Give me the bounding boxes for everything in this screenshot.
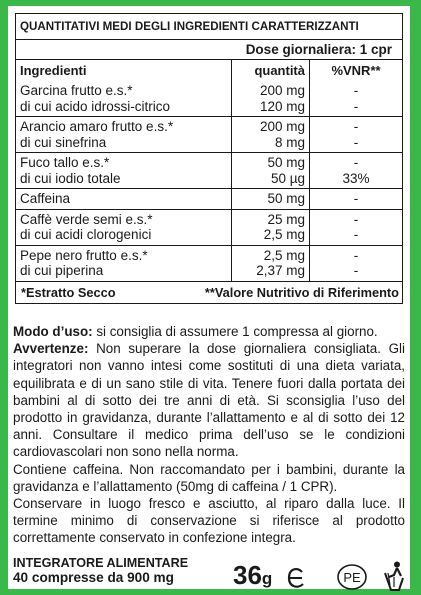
label-text: [13, 323, 405, 547]
ingredient-name: Fuco tallo e.s.*: [20, 155, 110, 170]
vnr-subvalue: -: [353, 227, 359, 242]
vnr-value: -: [353, 191, 359, 206]
ingredient-name: Garcina frutto e.s.*: [20, 83, 133, 98]
storage-paragraph: Conservare in luogo fresco e asciutto, al riparo dalla luce. Il termine minimo di conservazione si riferisce al prodotto correttamente conservato in confezione integra.: [13, 496, 405, 546]
ingredient-row: [16, 245, 402, 281]
warnings-text: Non superare la dose giornaliera consigliata. Gli integratori non vanno intesi come sostituti di una dieta variata, equilibrata e di un sano stile di vita. Tenere fuori dalla portata dei bambini al di sotto dei tre anni di età. Si sconsiglia l’uso del prodotto in gravidanza, durante l’allattamento e al di sotto dei 12 anni. Consultare il medico prima dell’uso se le condizioni cardiovascolari non sono nella norma.: [13, 341, 405, 460]
supplement-label: [8, 6, 410, 589]
daily-dose: Dose giornaliera: 1 cpr: [16, 39, 402, 59]
ingredient-subname: di cui iodio totale: [20, 170, 121, 186]
table-footnotes: [16, 281, 402, 303]
table-title: QUANTITATIVI MEDI DEGLI INGREDIENTI CARATTERIZZANTI: [20, 20, 359, 33]
pe-mark: PE: [343, 570, 361, 585]
ingredient-name-cell: [16, 81, 232, 116]
header-vnr: %VNR**: [331, 63, 381, 78]
ingredients-table: [15, 13, 403, 304]
recycle-bin-icon: [382, 561, 406, 591]
ingredient-row: [16, 209, 402, 245]
ingredient-row: [16, 152, 402, 188]
ingredient-row: [16, 81, 402, 116]
quantity-value: 50 mg: [267, 191, 305, 206]
ingredient-name-cell: [16, 210, 232, 245]
vnr-cell: [310, 153, 402, 188]
usage-text: si consiglia di assumere 1 compressa al giorno.: [92, 324, 378, 339]
net-weight: [233, 561, 272, 593]
ingredient-row: [16, 116, 402, 152]
ingredient-name-cell: [16, 117, 232, 152]
tablet-count: 40 compresse da 900 mg: [13, 569, 174, 585]
ingredient-name: Pepe nero frutto e.s.*: [20, 247, 148, 263]
estimated-sign-icon: [286, 566, 306, 590]
ingredient-name-cell: [16, 153, 232, 188]
ingredient-name: Arancio amaro frutto e.s.*: [20, 119, 174, 134]
table-header-row: [16, 59, 402, 81]
ingredient-subname: di cui acido idrossi-citrico: [20, 98, 171, 114]
vnr-value: -: [353, 211, 359, 227]
quantity-value: 25 mg: [267, 211, 305, 227]
ingredient-subname: di cui sinefrina: [20, 134, 107, 150]
vnr-cell: [310, 81, 402, 116]
quantity-cell: [232, 153, 310, 188]
ingredient-row: [16, 188, 402, 209]
vnr-cell: [310, 246, 402, 281]
quantity-cell: [232, 210, 310, 245]
product-info: [13, 556, 188, 585]
quantity-subvalue: 2,5 mg: [263, 227, 305, 242]
vnr-value: -: [353, 83, 359, 98]
quantity-subvalue: 2,37 mg: [256, 263, 305, 278]
quantity-value: 2,5 mg: [263, 247, 305, 263]
quantity-value: 200 mg: [259, 83, 305, 98]
header-ingredient: Ingredienti: [16, 60, 232, 81]
ingredient-name-cell: [16, 246, 232, 281]
quantity-value: 200 mg: [259, 119, 305, 134]
usage-paragraph: [13, 323, 405, 340]
vnr-subvalue: -: [353, 134, 359, 150]
vnr-cell: [310, 189, 402, 209]
warnings-label: Avvertenze:: [13, 341, 89, 357]
quantity-subvalue: 120 mg: [259, 98, 305, 114]
product-type: INTEGRATORE ALIMENTARE: [13, 556, 189, 570]
ingredient-subname: di cui piperina: [20, 263, 104, 278]
ingredient-name-cell: [16, 189, 232, 209]
vnr-value: -: [353, 155, 359, 170]
usage-label: Modo d’uso:: [13, 324, 93, 339]
quantity-cell: [232, 81, 310, 116]
footnote-dry-extract: *Estratto Secco: [21, 284, 116, 300]
ingredient-name: Caffeina: [20, 191, 71, 206]
vnr-cell: [310, 210, 402, 245]
header-quantity: quantità: [232, 60, 310, 81]
vnr-value: -: [353, 247, 359, 263]
quantity-subvalue: 8 mg: [274, 134, 305, 150]
quantity-value: 50 mg: [267, 155, 305, 170]
weight-value: 36: [233, 560, 262, 590]
vnr-value: -: [353, 119, 359, 134]
quantity-cell: [232, 117, 310, 152]
vnr-cell: [310, 117, 402, 152]
footnote-reference-value: **Valore Nutritivo di Riferimento: [204, 284, 399, 300]
pe-recycling-icon: [336, 563, 368, 591]
quantity-cell: [232, 189, 310, 209]
vnr-subvalue: -: [353, 98, 359, 114]
warnings-paragraph: [13, 340, 405, 460]
ingredient-subname: di cui acidi clorogenici: [20, 227, 152, 242]
vnr-subvalue: 33%: [342, 170, 370, 186]
weight-unit: g: [261, 569, 273, 588]
quantity-subvalue: 50 µg: [270, 170, 305, 186]
ingredient-name: Caffè verde semi e.s.*: [20, 211, 153, 227]
vnr-subvalue: -: [353, 263, 359, 278]
quantity-cell: [232, 246, 310, 281]
caffeine-paragraph: Contiene caffeina. Non raccomandato per i bambini, durante la gravidanza e l’allattamento (50mg di caffeina / 1 CPR).: [13, 461, 405, 494]
